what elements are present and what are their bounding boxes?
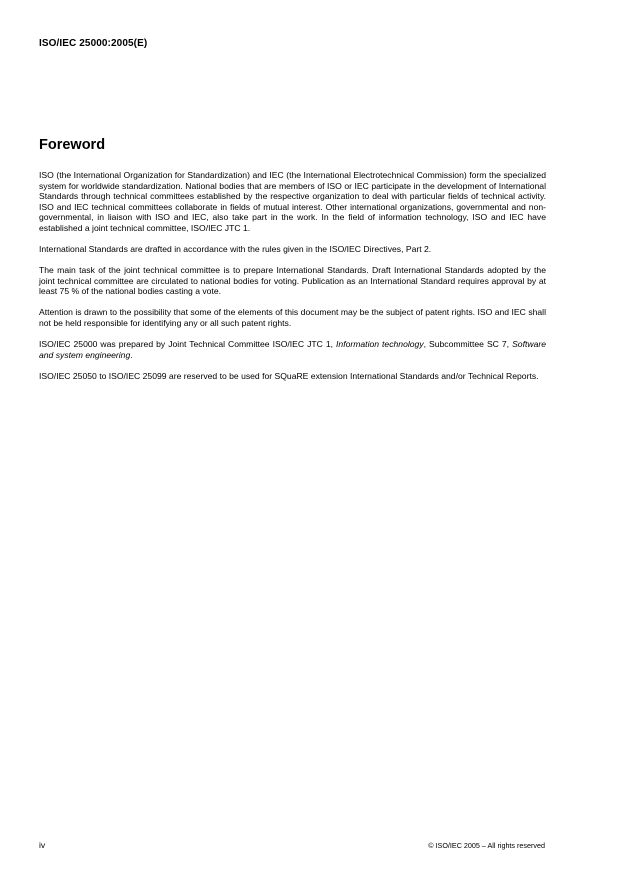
paragraph-prepared-by <box>39 339 546 360</box>
paragraph-directives: International Standards are drafted in accordance with the rules given in the ISO/IEC Directives, Part 2. <box>39 244 432 255</box>
prepared-by-text-1: ISO/IEC 25000 was prepared by Joint Technical Committee ISO/IEC JTC 1, <box>39 339 337 350</box>
paragraph-iso-iec-intro: ISO (the International Organization for Standardization) and IEC (the International Electrotechnical Commission) form the specialized system for worldwide standardization. National bodies that are members of ISO or IEC participate in the development of International Standards through technical committees established by the respective organization to deal with particular fields of technical activity. ISO and IEC technical committees collaborate in fields of mutual interest. Other international organizations, governmental and non-governmental, in liaison with ISO and IEC, also take part in the work. In the field of information technology, ISO and IEC have established a joint technical committee, ISO/IEC JTC 1. <box>39 170 546 233</box>
prepared-by-italic-2: Software and system engineering <box>39 339 546 360</box>
prepared-by-text-3: . <box>130 349 133 360</box>
foreword-body <box>39 170 546 392</box>
section-title: Foreword <box>39 137 106 153</box>
page-number: iv <box>39 840 46 850</box>
prepared-by-text-2: , Subcommittee SC 7, <box>423 339 513 350</box>
document-id-header: ISO/IEC 25000:2005(E) <box>39 38 148 49</box>
paragraph-main-task: The main task of the joint technical committee is to prepare International Standards. Draft International Standards adopted by the joint technical committee are circulated to national bodies for voting. Publication as an International Standard requires approval by at least 75 % of the national bodies casting a vote. <box>39 265 546 297</box>
copyright-notice: © ISO/IEC 2005 – All rights reserved <box>428 841 545 850</box>
prepared-by-italic-1: Information technology <box>336 339 424 350</box>
paragraph-patent-rights: Attention is drawn to the possibility that some of the elements of this document may be the subject of patent rights. ISO and IEC shall not be held responsible for identifying any or all such patent rights. <box>39 307 546 329</box>
paragraph-reserved-numbers: ISO/IEC 25050 to ISO/IEC 25099 are reserved to be used for SQuaRE extension International Standards and/or Technical Reports. <box>39 370 539 381</box>
